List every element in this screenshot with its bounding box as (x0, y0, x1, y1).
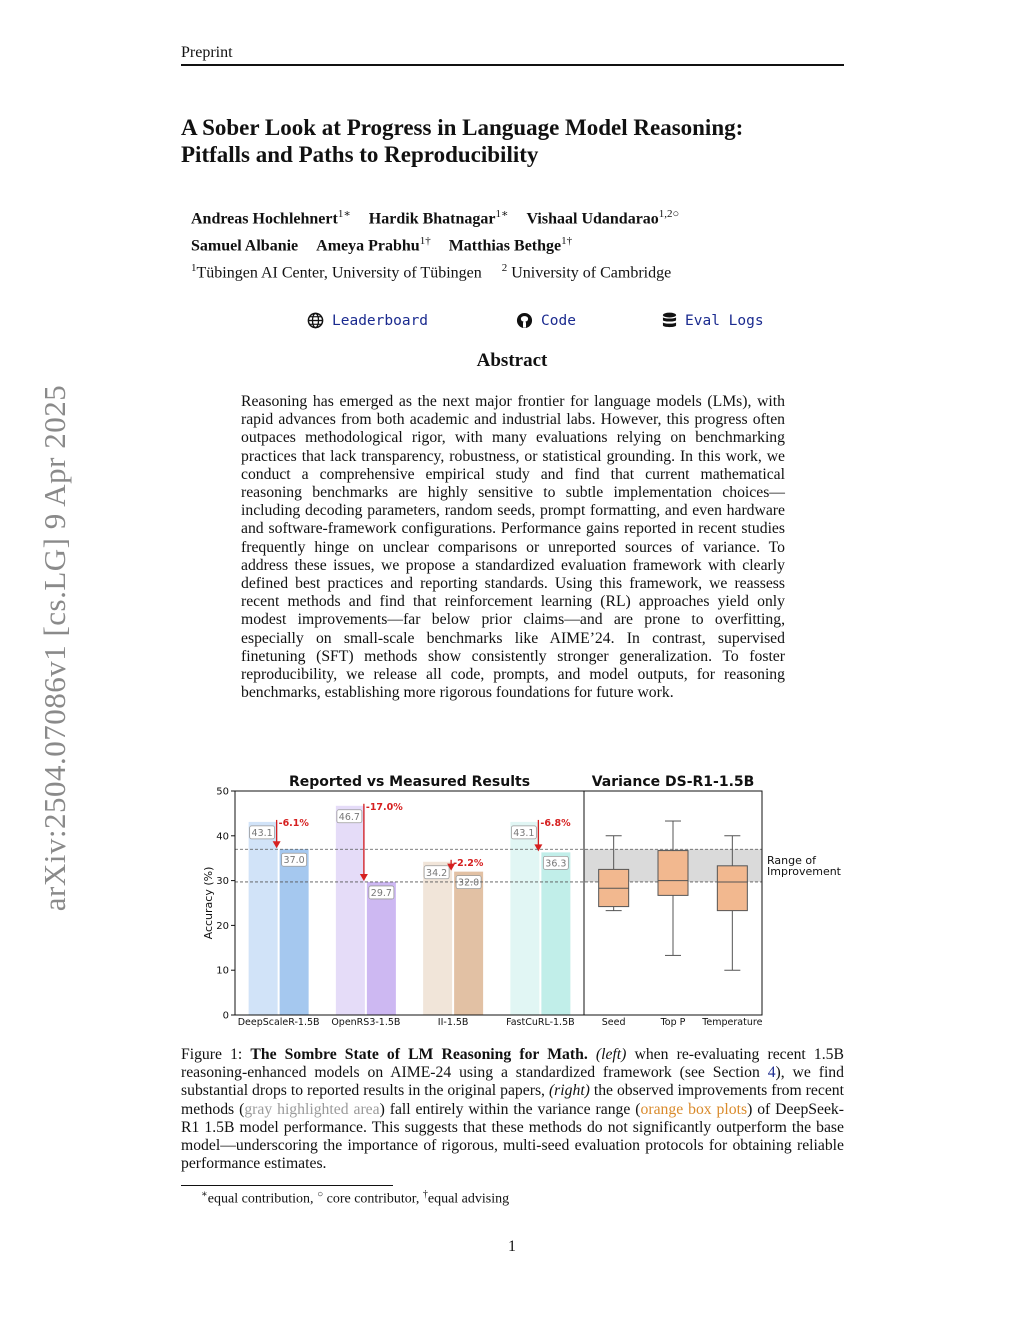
figure-caption (181, 1046, 844, 1173)
caption-orange-highlight: orange box plots (640, 1100, 748, 1118)
data-label-reported: 43.1 (251, 827, 273, 839)
caption-text: the observed improvements from recent methods ( (181, 1082, 844, 1118)
author-name: Hardik Bhatnagar (368, 210, 496, 228)
footnote-mark: ∗ (201, 1189, 208, 1200)
data-label-measured: 36.3 (545, 858, 567, 870)
bar-reported (510, 822, 539, 1015)
globe-icon (307, 312, 324, 329)
x-tick-label: Top P (660, 1017, 686, 1028)
data-label-reported: 46.7 (338, 811, 360, 823)
x-tick-label: Seed (601, 1017, 626, 1028)
section-reference-link[interactable]: 4 (767, 1064, 776, 1082)
y-tick-label: 10 (216, 965, 229, 977)
affiliation-mark: 2 (501, 262, 508, 274)
data-label-measured: 32.0 (458, 877, 480, 889)
abstract-text: Reasoning has emerged as the next major frontier for language models (LMs), with rapid advances from both academic and industrial labs. However, this progress often outpaces methodological rigor, with many evaluations relying on benchmarking practices that lack transparency, robustness, or statistical grounding. In this work, we conduct a comprehensive empirical study and find that current mathematical reasoning benchmarks are highly sensitive to subtle implementation choices—including decoding parameters, random seeds, prompt formatting, and even hardware and software-framework configurations. Performance gains reported in recent studies frequently hinge on unclear comparisons or unreported sources of variance. To address these issues, we propose a standardized evaluation framework with clearly defined best practices and reporting standards. Using this framework, we reassess recent methods and find that reinforcement learning (RL) approaches yield only modest improvements—far below prior claims—and are prone to overfitting, especially on small-scale benchmarks like AIME’24. In contrast, supervised finetuning (SFT) methods show consistently stronger generalization. To foster reproducibility, we release all code, prompts, and model outputs, for reasoning benchmarks, establishing more rigorous foundations for future work. (241, 393, 785, 702)
author-name: Samuel Albanie (191, 237, 299, 255)
y-tick-label: 40 (216, 831, 229, 843)
bar-reported (336, 806, 365, 1015)
footnote-text: equal advising (427, 1191, 510, 1207)
drop-percent-label: -6.8% (540, 817, 571, 829)
leaderboard-link-label: Leaderboard (332, 312, 429, 329)
caption-right-label: (right) (548, 1082, 590, 1100)
code-link[interactable] (516, 312, 576, 329)
author-name: Andreas Hochlehnert (191, 210, 338, 228)
eval-logs-link[interactable] (662, 312, 764, 329)
footnote-text: core contributor, (323, 1191, 423, 1207)
page-number: 1 (508, 1238, 516, 1255)
author-marks: 1,2○ (658, 208, 680, 220)
author-name: Matthias Bethge (448, 237, 562, 255)
bar-measured (367, 882, 396, 1015)
figure-1-charts (181, 770, 861, 1034)
footnote-mark: † (422, 1189, 428, 1200)
data-label-reported: 43.1 (513, 827, 535, 839)
footnote-rule (181, 1185, 393, 1186)
y-axis-label: Accuracy (%) (202, 866, 215, 940)
footnote-text: equal contribution, (207, 1191, 318, 1207)
leaderboard-link[interactable] (307, 312, 428, 329)
affiliation-mark: 1 (191, 262, 197, 274)
right-chart-title: Variance DS-R1-1.5B (591, 774, 755, 790)
affiliations (191, 262, 671, 282)
drop-percent-label: -17.0% (365, 801, 403, 813)
running-head: Preprint (181, 44, 233, 61)
bar-reported (249, 822, 278, 1015)
x-tick-label: Temperature (702, 1017, 763, 1028)
caption-bold-title: The Sombre State of LM Reasoning for Math. (250, 1046, 588, 1063)
author-marks: 1† (419, 235, 431, 248)
y-tick-label: 50 (216, 786, 229, 798)
data-label-measured: 29.7 (370, 887, 392, 899)
footnote-mark: ○ (317, 1189, 324, 1200)
header-rule (181, 64, 844, 66)
author-marks: 1† (561, 235, 573, 248)
x-tick-label: DeepScaleR-1.5B (237, 1017, 320, 1028)
bar-measured (541, 852, 570, 1015)
caption-prefix: Figure 1: (181, 1046, 251, 1063)
author-list (191, 203, 679, 258)
x-tick-label: OpenRS3-1.5B (331, 1017, 401, 1028)
abstract-heading: Abstract (476, 350, 548, 371)
paper-title (181, 114, 861, 168)
drop-percent-label: -2.2% (453, 857, 484, 869)
code-link-label: Code (541, 312, 576, 329)
bar-measured (454, 872, 483, 1015)
y-tick-label: 20 (216, 920, 229, 932)
arxiv-id: arXiv:2504.07086v1 [cs.LG] 9 Apr 2025 (37, 384, 72, 912)
author-name: Ameya Prabhu (316, 237, 420, 255)
x-tick-label: II-1.5B (437, 1017, 469, 1028)
band-label-line-2: Improvement (767, 865, 841, 878)
github-icon (516, 312, 533, 329)
caption-text: ) of DeepSeek-R1 1.5B model performance. This suggests that these methods do not significantly outperform the base model—underscoring the importance of rigorous, multi-seed evaluation protocols for obtaining reliable performance estimates. (181, 1100, 845, 1173)
data-label-reported: 34.2 (426, 867, 448, 879)
x-tick-label: FastCuRL-1.5B (506, 1017, 575, 1028)
affiliation-1: Tübingen AI Center, University of Tübingen (196, 264, 482, 282)
author-row-2 (191, 230, 679, 257)
left-chart-title: Reported vs Measured Results (288, 774, 531, 790)
caption-text: ), we find substantial drops to reported results in the original papers, (181, 1064, 844, 1100)
author-name: Vishaal Udandarao (526, 210, 659, 228)
author-row-1 (191, 203, 679, 230)
title-line-2: Pitfalls and Paths to Reproducibility (181, 142, 539, 167)
caption-text: ) fall entirely within the variance range ( (379, 1100, 641, 1118)
footnote (201, 1189, 509, 1208)
eval-logs-link-label: Eval Logs (685, 312, 764, 329)
bar-reported (423, 862, 452, 1015)
author-marks: 1∗ (337, 208, 351, 220)
title-line-1: A Sober Look at Progress in Language Model Reasoning: (181, 115, 744, 140)
box-iqr (717, 866, 747, 911)
y-tick-label: 0 (222, 1010, 229, 1022)
band-label-line-1: Range of (767, 854, 816, 867)
drop-percent-label: -6.1% (278, 817, 309, 829)
data-label-measured: 37.0 (283, 855, 305, 867)
bar-measured (280, 849, 309, 1015)
caption-text: when re-evaluating recent 1.5B reasoning-enhanced models on AIME-24 using a standardized framework (see Section (181, 1046, 844, 1082)
caption-gray-highlight: gray highlighted area (244, 1100, 380, 1118)
y-tick-label: 30 (216, 876, 229, 888)
caption-left-label: (left) (595, 1046, 627, 1063)
box-iqr (658, 851, 688, 896)
figure-1 (181, 770, 861, 1039)
author-marks: 1∗ (495, 208, 509, 220)
database-icon (662, 312, 677, 329)
affiliation-2: University of Cambridge (507, 264, 672, 282)
